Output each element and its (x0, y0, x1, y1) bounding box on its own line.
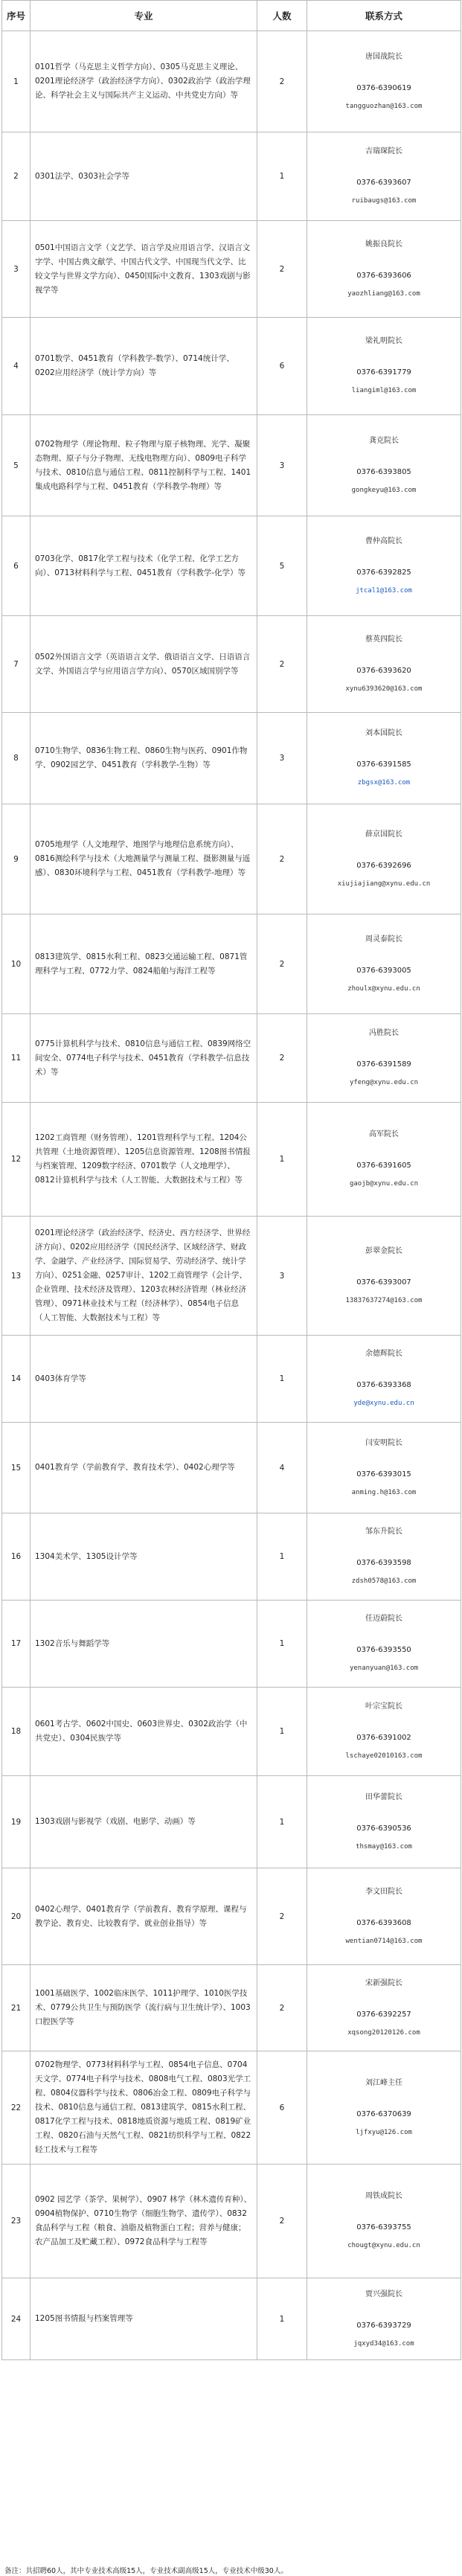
contact-email: liangiml@163.com (351, 387, 417, 394)
row-seq: 12 (2, 1103, 31, 1217)
contact-name: 邹东升院长 (365, 1528, 402, 1536)
table-row (2, 1423, 461, 1513)
contact-name: 闫安明院长 (365, 1438, 402, 1447)
contact-email: xiujiajiang@xynu.edu.cn (337, 880, 431, 888)
row-contact (307, 1217, 461, 1336)
row-major: 1202工商管理（财务管理）、1201管理科学与工程、1204公共管理（土地资源管理）、1205信息资源管理、1208图书情报与档案管理、1209数字经济、0701数学（人文地理学）、0812计算机科学与技术（人工智能、大数据技术与工程）等 (31, 1103, 257, 1217)
row-major: 0501中国语言文学（文艺学、语言学及应用语言学、汉语言文字学、中国古典文献学、中国古代文学、中国现当代文学、比较文学与世界文学方向）、0450国际中文教育、1303戏剧与影视学等 (31, 221, 257, 318)
row-seq: 22 (2, 2051, 31, 2165)
contact-phone: 0376-6393620 (356, 666, 411, 675)
contact-phone: 0376-6391605 (356, 1162, 411, 1170)
contact-email: yenanyuan@163.com (349, 1665, 419, 1672)
contact-email: thsmay@163.com (356, 1842, 412, 1851)
contact-phone: 0376-6392825 (356, 568, 411, 577)
row-major: 0403体育学等 (31, 1336, 257, 1423)
row-contact (307, 1965, 461, 2051)
row-count: 2 (257, 31, 307, 132)
contact-phone: 0376-6392696 (356, 861, 411, 870)
contact-phone: 0376-6393805 (356, 467, 411, 476)
row-seq: 2 (2, 132, 31, 221)
row-major: 1304美术学、1305设计学等 (31, 1513, 257, 1601)
row-contact (307, 318, 461, 415)
table-row (2, 2051, 461, 2165)
contact-name: 姚振良院长 (365, 240, 402, 249)
table-row (2, 132, 461, 221)
row-count: 1 (257, 1103, 307, 1217)
row-contact (307, 2165, 461, 2278)
contact-name: 唐国战院长 (365, 52, 402, 61)
footer-note: 备注：共招聘60人，其中专业技术高级15人，专业技术副高级15人，专业技术中级30人。 (4, 2567, 288, 2575)
row-contact (307, 221, 461, 318)
row-count: 2 (257, 221, 307, 318)
contact-phone: 0376-6393005 (356, 966, 411, 975)
row-seq: 13 (2, 1217, 31, 1336)
row-seq: 9 (2, 804, 31, 914)
row-count: 2 (257, 1014, 307, 1103)
row-seq: 8 (2, 713, 31, 804)
row-contact (307, 713, 461, 804)
header-count: 人数 (257, 1, 307, 31)
row-count: 1 (257, 1776, 307, 1868)
row-count: 6 (257, 318, 307, 415)
row-count: 1 (257, 1601, 307, 1688)
table-row (2, 1103, 461, 1217)
contact-phone: 0376-6391002 (356, 1734, 411, 1742)
contact-email: anming.h@163.com (351, 1488, 417, 1496)
contact-name: 贾兴强院长 (365, 2290, 402, 2298)
contact-name: 蔡英四院长 (365, 635, 402, 644)
row-contact (307, 516, 461, 616)
row-count: 1 (257, 1688, 307, 1776)
row-major: 0702物理学、0773材料科学与工程、0854电子信息、0704天文学、0774电子科学与技术、0808电气工程、0803光学工程、0804仪器科学与技术、0806冶金工程、0809电子科学与技术、0810信息与通信工程、0813建筑学、0815水利工程、0817化学工程与技术、0818地质资源与地质工程、0819矿业工程、0820石油与天然气工程、0821纺织科学与工程、0822轻工技术与工程等 (31, 2051, 257, 2165)
row-major: 0402心理学、0401教育学（学前教育、教育学原理、课程与教学论、教育史、比较教育学、就业创业指导）等 (31, 1868, 257, 1965)
table-row (2, 318, 461, 415)
row-count: 4 (257, 1423, 307, 1513)
table-row (2, 1014, 461, 1103)
row-seq: 20 (2, 1868, 31, 1965)
contact-phone: 0376-6391779 (356, 368, 411, 377)
contact-email: ruibaugs@163.com (351, 197, 417, 205)
contact-email[interactable]: yde@xynu.edu.cn (353, 1400, 414, 1407)
contact-phone: 0376-6391589 (356, 1060, 411, 1068)
row-major: 0775计算机科学与技术、0810信息与通信工程、0839网络空间安全、0774电子科学与技术、0451教育（学科教学-信息技术）等 (31, 1014, 257, 1103)
contact-name: 宋新强院长 (365, 1979, 402, 1987)
table-row (2, 1336, 461, 1423)
table-row (2, 616, 461, 713)
row-major: 0705地理学（人文地理学、地图学与地理信息系统方向）、0816测绘科学与技术（大地测量学与测量工程、摄影测量与遥感）、0830环境科学与工程、0451教育（学科教学-地理）等 (31, 804, 257, 914)
row-seq: 23 (2, 2165, 31, 2278)
row-count: 2 (257, 1965, 307, 2051)
row-seq: 14 (2, 1336, 31, 1423)
row-major: 0301法学、0303社会学等 (31, 132, 257, 221)
contact-email: gaojb@xynu.edu.cn (349, 1180, 419, 1188)
table-header-row (2, 1, 461, 31)
contact-phone: 0376-6390619 (356, 83, 411, 92)
row-seq: 10 (2, 914, 31, 1014)
row-count: 2 (257, 804, 307, 914)
row-major: 1303戏剧与影视学（戏剧、电影学、动画）等 (31, 1776, 257, 1868)
contact-phone: 0376-6390536 (356, 1824, 411, 1833)
row-seq: 1 (2, 31, 31, 132)
row-contact (307, 1601, 461, 1688)
table-row (2, 804, 461, 914)
row-seq: 4 (2, 318, 31, 415)
contact-name: 刘江峰主任 (365, 2078, 402, 2087)
contact-name: 薛京国院长 (365, 830, 402, 839)
row-contact (307, 914, 461, 1014)
contact-email: xynu6393620@163.com (345, 685, 423, 693)
row-count: 1 (257, 2278, 307, 2360)
row-major: 0902 园艺学（茶学、果树学）、0907 林学（林木遗传育种）、0904植物保护、0710生物学（细胞生物学、遗传学）、0832食品科学与工程（粮食、油脂及植物蛋白工程；营养与健康；农产品加工及贮藏工程）、0972食品科学与工程等 (31, 2165, 257, 2278)
contact-phone: 0376-6393729 (356, 2321, 411, 2330)
row-count: 2 (257, 1868, 307, 1965)
contact-email: zdsh0578@163.com (351, 1577, 417, 1585)
table-row (2, 1965, 461, 2051)
row-seq: 18 (2, 1688, 31, 1776)
row-major: 0710生物学、0836生物工程、0860生物与医药、0901作物学、0902园艺学、0451教育（学科教学-生物）等 (31, 713, 257, 804)
row-count: 2 (257, 616, 307, 713)
contact-name: 田华蕾院长 (365, 1792, 402, 1801)
contact-email: yfeng@xynu.edu.cn (349, 1079, 419, 1086)
contact-phone: 0376-6393608 (356, 1918, 411, 1927)
contact-email[interactable]: jtcal1@163.com (356, 586, 412, 595)
contact-email: zhoulx@xynu.edu.cn (347, 984, 420, 993)
contact-name: 余德辉院长 (365, 1350, 402, 1358)
row-count: 2 (257, 2165, 307, 2278)
row-count: 5 (257, 516, 307, 616)
contact-phone: 0376-6370639 (356, 2109, 411, 2118)
row-seq: 11 (2, 1014, 31, 1103)
contact-name: 龚克院长 (369, 436, 399, 445)
table-row (2, 221, 461, 318)
row-major: 0601考古学、0602中国史、0603世界史、0302政治学（中共党史）、0304民族学等 (31, 1688, 257, 1776)
contact-phone: 0376-6393598 (356, 1559, 411, 1567)
row-major: 0502外国语言文学（英语语言文学、俄语语言文学、日语语言文学、外国语言学与应用语言学方向）、0570区域国别学等 (31, 616, 257, 713)
contact-email: xqsong20120126.com (347, 2028, 420, 2037)
row-contact (307, 415, 461, 516)
row-major: 1205图书情报与档案管理等 (31, 2278, 257, 2360)
contact-email: tangguozhan@163.com (345, 102, 423, 110)
contact-email: 13837637274@163.com (345, 1296, 423, 1304)
contact-name: 吉瑞琛院长 (365, 147, 402, 156)
row-contact (307, 1336, 461, 1423)
row-count: 6 (257, 2051, 307, 2165)
contact-phone: 0376-6393368 (356, 1381, 411, 1389)
row-count: 1 (257, 1513, 307, 1601)
row-seq: 15 (2, 1423, 31, 1513)
table-row (2, 1513, 461, 1601)
row-major: 0401教育学（学前教育学、教育技术学）、0402心理学等 (31, 1423, 257, 1513)
row-major: 0201理论经济学（政治经济学、经济史、西方经济学、世界经济方向）、0202应用经济学（国民经济学、区域经济学、财政学、金融学、产业经济学、国际贸易学、劳动经济学、统计学方向）、0251金融、0257审计、1202工商管理学（会计学、企业管理、技术经济及管理）、1203农林经济管理（林业经济管理）、0971林业技术与工程（经济林学）、0854电子信息（人工智能、大数据技术与工程）等 (31, 1217, 257, 1336)
row-count: 1 (257, 132, 307, 221)
row-seq: 19 (2, 1776, 31, 1868)
contact-name: 李文田院长 (365, 1887, 402, 1896)
table-row (2, 1217, 461, 1336)
row-seq: 7 (2, 616, 31, 713)
table-row (2, 2278, 461, 2360)
row-contact (307, 1103, 461, 1217)
row-seq: 5 (2, 415, 31, 516)
table-row (2, 1868, 461, 1965)
contact-name: 任迈蔚院长 (365, 1615, 402, 1623)
header-major: 专业 (31, 1, 257, 31)
row-seq: 24 (2, 2278, 31, 2360)
row-seq: 6 (2, 516, 31, 616)
table-row (2, 713, 461, 804)
row-contact (307, 1014, 461, 1103)
contact-email: lschaye02010163.com (345, 1752, 423, 1760)
table-row (2, 914, 461, 1014)
table-row (2, 1601, 461, 1688)
row-seq: 16 (2, 1513, 31, 1601)
contact-name: 叶宗宝院长 (365, 1702, 402, 1711)
contact-phone: 0376-6391585 (356, 760, 411, 769)
table-row (2, 2165, 461, 2278)
row-major: 1001基础医学、1002临床医学、1011护理学、1010医学技术、0779公共卫生与预防医学（流行病与卫生统计学）、1003口腔医学等 (31, 1965, 257, 2051)
contact-name: 冯胜院长 (369, 1029, 399, 1037)
row-contact (307, 132, 461, 221)
row-count: 3 (257, 1217, 307, 1336)
table-row (2, 31, 461, 132)
row-contact (307, 2051, 461, 2165)
row-contact (307, 1776, 461, 1868)
contact-name: 梁礼明院长 (365, 337, 402, 345)
contact-email: wentian0714@163.com (345, 1937, 423, 1945)
contact-name: 刘本国院长 (365, 729, 402, 737)
row-contact (307, 1423, 461, 1513)
contact-phone: 0376-6393007 (356, 1278, 411, 1287)
contact-name: 高军院长 (369, 1130, 399, 1138)
contact-phone: 0376-6393755 (356, 2223, 411, 2231)
contact-email: jqxyd34@163.com (353, 2339, 414, 2348)
contact-email: chougt@xynu.edu.cn (347, 2242, 420, 2249)
row-contact (307, 31, 461, 132)
contact-name: 周灵泰院长 (365, 935, 402, 943)
contact-email: gongkeyu@163.com (351, 486, 417, 494)
table-row (2, 516, 461, 616)
contact-name: 周铁成院长 (365, 2192, 402, 2200)
header-seq: 序号 (2, 1, 31, 31)
row-count: 2 (257, 914, 307, 1014)
row-contact (307, 1688, 461, 1776)
table-row (2, 1688, 461, 1776)
contact-phone: 0376-6393606 (356, 271, 411, 280)
row-contact (307, 804, 461, 914)
row-seq: 17 (2, 1601, 31, 1688)
row-major: 0703化学、0817化学工程与技术（化学工程、化学工艺方向）、0713材料科学与工程、0451教育（学科教学-化学）等 (31, 516, 257, 616)
row-major: 0702物理学（理论物理、粒子物理与原子核物理、光学、凝聚态物理、原子与分子物理、无线电物理方向）、0809电子科学与技术、0810信息与通信工程、0811控制科学与工程、1401集成电路科学与工程、0451教育（学科教学-物理）等 (31, 415, 257, 516)
row-count: 3 (257, 713, 307, 804)
contact-phone: 0376-6392257 (356, 2010, 411, 2019)
row-contact (307, 2278, 461, 2360)
table-row (2, 415, 461, 516)
row-major: 0813建筑学、0815水利工程、0823交通运输工程、0871管理科学与工程、0772力学、0824船舶与海洋工程等 (31, 914, 257, 1014)
row-major: 0701数学、0451教育（学科教学-数学）、0714统计学、0202应用经济学（统计学方向）等 (31, 318, 257, 415)
row-seq: 3 (2, 221, 31, 318)
row-count: 1 (257, 1336, 307, 1423)
contact-phone: 0376-6393550 (356, 1646, 411, 1654)
contact-phone: 0376-6393607 (356, 179, 411, 187)
row-seq: 21 (2, 1965, 31, 2051)
row-count: 3 (257, 415, 307, 516)
contact-name: 彭翠金院长 (365, 1246, 402, 1255)
contact-phone: 0376-6393015 (356, 1470, 411, 1478)
contact-email: ljfxyu@126.com (356, 2128, 412, 2136)
table-row (2, 1776, 461, 1868)
contact-email[interactable]: zbgsx@163.com (357, 779, 411, 786)
contact-email: yaozhliang@163.com (347, 289, 420, 298)
contact-name: 曹仲高院长 (365, 536, 402, 545)
row-contact (307, 1868, 461, 1965)
row-contact (307, 1513, 461, 1601)
row-contact (307, 616, 461, 713)
row-major: 1302音乐与舞蹈学等 (31, 1601, 257, 1688)
recruitment-table (1, 0, 461, 2360)
row-major: 0101哲学（马克思主义哲学方向）、0305马克思主义理论、0201理论经济学（政治经济学方向）、0302政治学（政治学理论、科学社会主义与国际共产主义运动、中共党史方向）等 (31, 31, 257, 132)
header-contact: 联系方式 (307, 1, 461, 31)
